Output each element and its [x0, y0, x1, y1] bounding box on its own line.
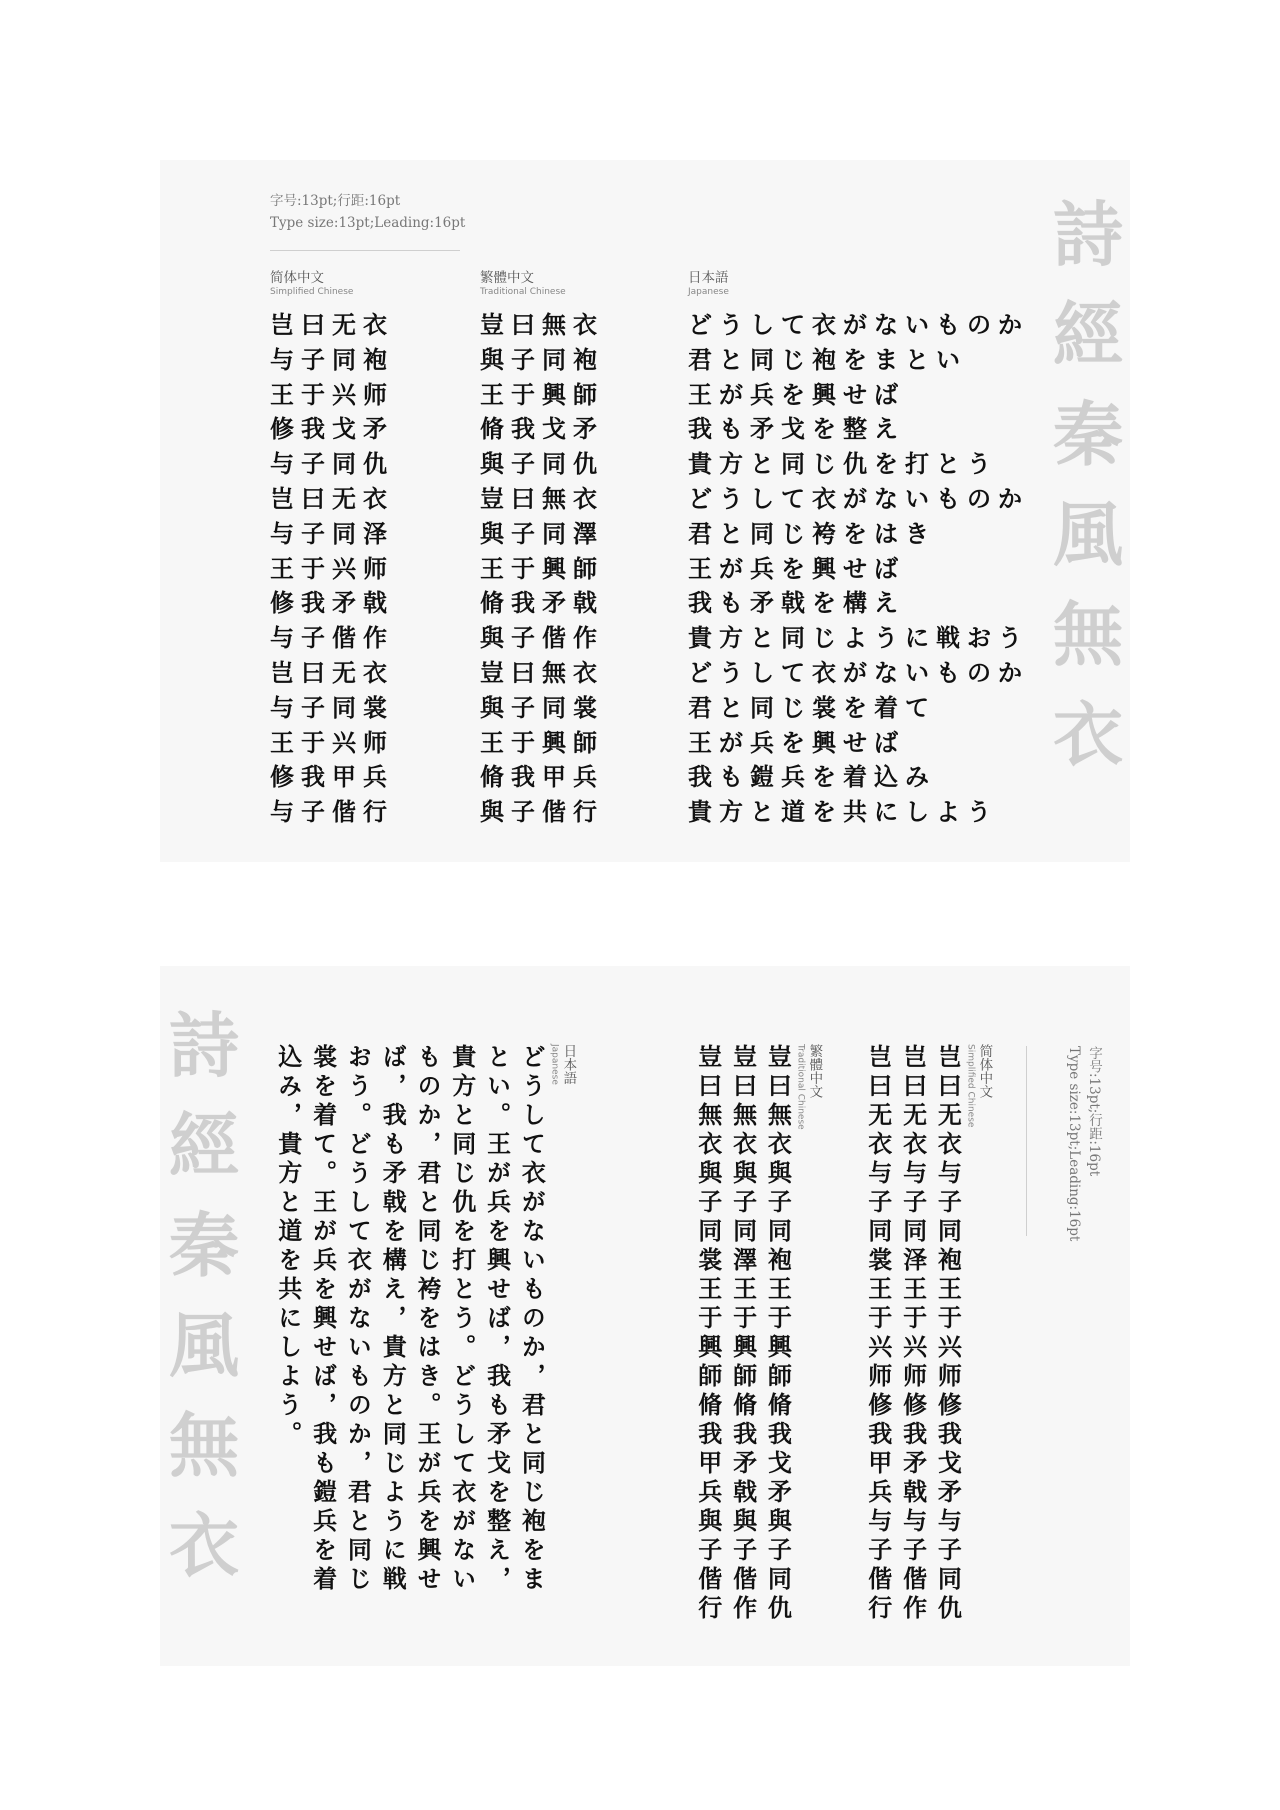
title-character: 衣	[1053, 693, 1123, 776]
poem-line: 君と同じ袴をはき	[688, 518, 936, 548]
poem-column: 岂曰无衣与子同袍王于兴师修我戈矛与子同仇	[933, 1044, 963, 1624]
poem-column: 豈曰無衣與子同袍王于興師脩我戈矛與子同仇	[763, 1044, 793, 1624]
traditional-chinese-column	[480, 270, 604, 830]
poem-line: 与子同裳	[270, 692, 394, 722]
japanese-column	[270, 1044, 576, 1604]
poem-line: 王于興師	[480, 727, 604, 757]
title-character: 無	[169, 1404, 239, 1487]
type-spec	[270, 190, 465, 234]
title-character: 衣	[169, 1504, 239, 1587]
poem-line: 与子偕行	[270, 797, 394, 827]
poem-line: 与子同袍	[270, 344, 394, 374]
poem-line: 脩我矛戟	[480, 588, 604, 618]
poem-line: 與子同袍	[480, 344, 604, 374]
poem-line: 豈曰無衣	[480, 483, 604, 513]
poem-lines	[688, 308, 1029, 830]
poem-line: 脩我甲兵	[480, 762, 604, 792]
poem-line: 我も矛戈を整え	[688, 414, 905, 444]
poem-title-watermark	[164, 996, 244, 1596]
poem-line: 與子同裳	[480, 692, 604, 722]
column-subheading: Simplified Chinese	[965, 1044, 976, 1128]
poem-line: 我も鎧兵を着込み	[688, 762, 936, 792]
poem-line: 王于兴师	[270, 553, 394, 583]
poem-line: 我も矛戟を構え	[688, 588, 905, 618]
poem-column: 豈曰無衣與子同裳王于興師脩我甲兵與子偕行	[693, 1044, 723, 1624]
poem-line: 岂曰无衣	[270, 657, 394, 687]
poem-line: 与子同泽	[270, 518, 394, 548]
title-character: 無	[1053, 593, 1123, 676]
poem-line: 岂曰无衣	[270, 483, 394, 513]
simplified-chinese-column	[270, 270, 394, 830]
poem-line: 豈曰無衣	[480, 657, 604, 687]
poem-line: 王が兵を興せば	[688, 379, 905, 409]
poem-line: 君と同じ袍をまとい	[688, 344, 967, 374]
poem-line: 脩我戈矛	[480, 414, 604, 444]
column-subheading: Simplified Chinese	[270, 287, 354, 297]
poem-line: 貴方と同じように戦おう	[688, 623, 1029, 653]
title-character: 詩	[169, 1004, 239, 1087]
poem-lines	[270, 308, 394, 830]
poem-title-watermark	[1048, 185, 1128, 785]
poem-lines	[480, 308, 604, 830]
japanese-column	[688, 270, 1029, 830]
poem-line: 王が兵を興せば	[688, 727, 905, 757]
poem-line: 貴方と同じ仇を打とう	[688, 449, 998, 479]
column-heading: 简体中文	[976, 1044, 993, 1098]
column-heading: 繁體中文	[480, 270, 534, 286]
column-subheading: Traditional Chinese	[480, 287, 566, 297]
divider	[1026, 1046, 1027, 1236]
column-heading: 日本語	[688, 270, 729, 286]
poem-column: 岂曰无衣与子同泽王于兴师修我矛戟与子偕作	[898, 1044, 928, 1624]
poem-line: 與子同仇	[480, 449, 604, 479]
title-character: 經	[1053, 293, 1123, 376]
title-character: 風	[1053, 493, 1123, 576]
poem-text	[690, 1044, 794, 1624]
type-spec-zh: 字号:13pt;行距:16pt	[1086, 1046, 1102, 1177]
poem-line: 王于兴师	[270, 727, 394, 757]
type-spec-en: Type size:13pt;Leading:16pt	[1066, 1046, 1082, 1242]
poem-line: 王于兴师	[270, 379, 394, 409]
poem-line: 王于興師	[480, 553, 604, 583]
vertical-layout-panel	[160, 966, 1130, 1666]
type-spec-zh: 字号:13pt;行距:16pt	[270, 193, 401, 209]
horizontal-layout-panel	[160, 160, 1130, 862]
title-character: 經	[169, 1104, 239, 1187]
poem-line: 与子同仇	[270, 449, 394, 479]
poem-column: 豈曰無衣與子同澤王于興師脩我矛戟與子偕作	[728, 1044, 758, 1624]
column-heading: 繁體中文	[806, 1044, 823, 1098]
column-subheading: Japanese	[549, 1044, 560, 1085]
divider	[270, 250, 460, 251]
poem-line: 王于興師	[480, 379, 604, 409]
poem-column: 岂曰无衣与子同裳王于兴师修我甲兵与子偕行	[863, 1044, 893, 1624]
poem-line: 修我矛戟	[270, 588, 394, 618]
type-spec	[1064, 1046, 1104, 1241]
title-character: 秦	[169, 1204, 239, 1287]
poem-line: 与子偕作	[270, 623, 394, 653]
column-subheading: Traditional Chinese	[795, 1044, 806, 1130]
simplified-chinese-column	[860, 1044, 992, 1624]
poem-line: 與子同澤	[480, 518, 604, 548]
poem-text	[860, 1044, 964, 1624]
column-subheading: Japanese	[688, 287, 729, 297]
poem-line: 修我戈矛	[270, 414, 394, 444]
title-character: 詩	[1053, 193, 1123, 276]
poem-line: 豈曰無衣	[480, 310, 604, 339]
poem-text: どうして衣がないものか，君と同じ袍をまとい。王が兵を興せば，我も矛戈を整え，貴方と同じ仇を打とう。どうして衣がないものか，君と同じ袴をはき。王が兵を興せば，我も矛戟を構え，貴方と同じように戦おう。どうして衣がないものか，君と同じ裳を着て。王が兵を興せば，我も鎧兵を着込み，貴方と道を共にしよう。	[273, 1044, 547, 1595]
type-spec-en: Type size:13pt;Leading:16pt	[270, 215, 466, 231]
poem-line: 君と同じ裳を着て	[688, 692, 936, 722]
poem-line: 岂曰无衣	[270, 310, 394, 339]
poem-line: 王が兵を興せば	[688, 553, 905, 583]
traditional-chinese-column	[690, 1044, 822, 1624]
column-heading: 日本語	[560, 1044, 577, 1085]
poem-line: 貴方と道を共にしよう	[688, 797, 998, 827]
poem-line: どうして衣がないものか	[688, 310, 1029, 339]
title-character: 風	[169, 1304, 239, 1387]
poem-line: どうして衣がないものか	[688, 657, 1029, 687]
poem-line: 與子偕行	[480, 797, 604, 827]
poem-line: 與子偕作	[480, 623, 604, 653]
poem-line: 修我甲兵	[270, 762, 394, 792]
poem-line: どうして衣がないものか	[688, 483, 1029, 513]
title-character: 秦	[1053, 393, 1123, 476]
column-heading: 简体中文	[270, 270, 324, 286]
